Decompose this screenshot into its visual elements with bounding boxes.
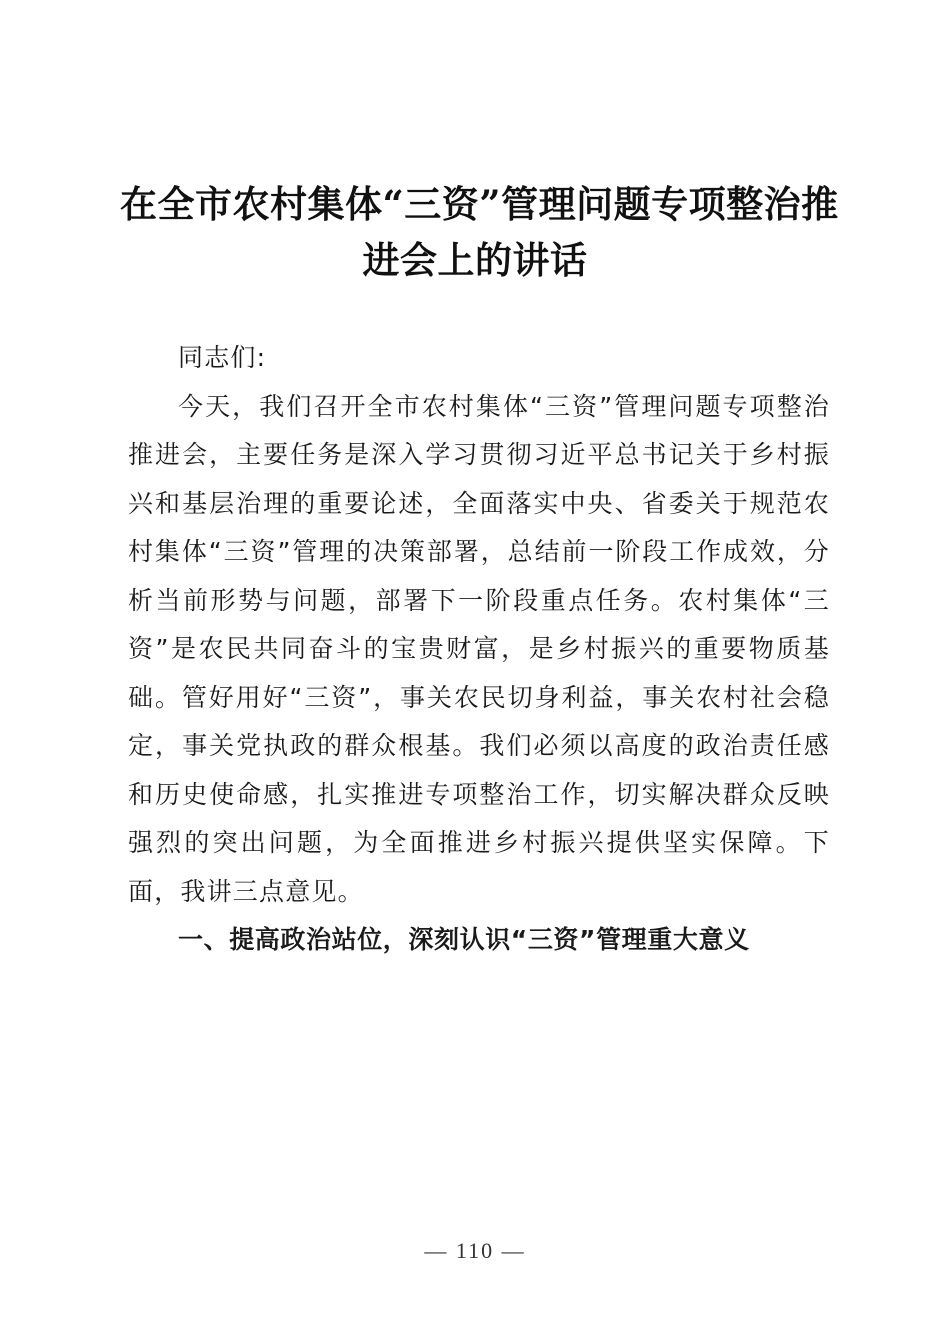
title-line-1: 在全市农村集体“三资”管理问题专项整治推 [120,182,839,226]
section-heading-1: 一、提高政治站位，深刻认识“三资”管理重大意义 [178,925,750,954]
paragraph-intro: 今天，我们召开全市农村集体“三资”管理问题专项整治推进会，主要任务是深入学习贯彻习近平总书记关于乡村振兴和基层治理的重要论述，全面落实中央、省委关于规范农村集体“三资”管理的决策部署，总结前一阶段工作成效，分析当前形势与问题，部署下一阶段重点任务。农村集体“三资”是农民共同奋斗的宝贵财富，是乡村振兴的重要物质基础。管好用好“三资”，事关农民切身利益，事关农村社会稳定，事关党执政的群众根基。我们必须以高度的政治责任感和历史使命感，扎实推进专项整治工作，切实解决群众反映强烈的突出问题，为全面推进乡村振兴提供坚实保障。下面，我讲三点意见。 [128,391,830,906]
title-line-2: 进会上的讲话 [362,238,588,282]
document-title [120,176,839,288]
salutation: 同志们: [178,343,267,372]
page-number: — 110 — [424,1238,526,1263]
document-body [128,334,830,965]
